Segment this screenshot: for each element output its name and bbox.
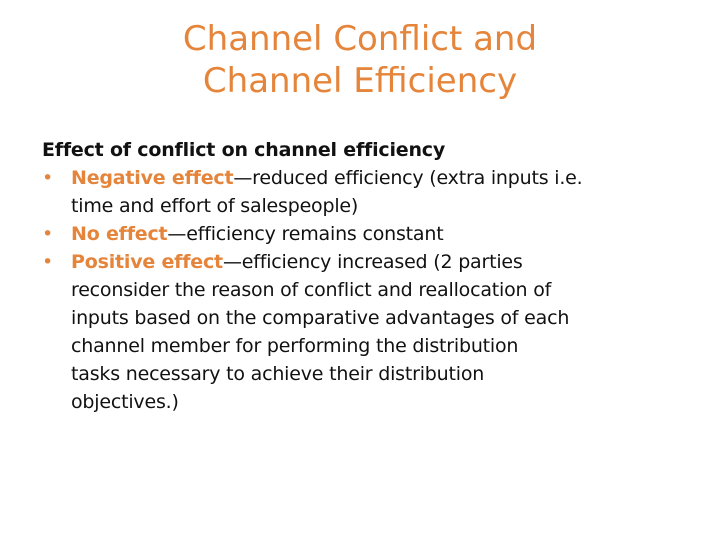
bullet-item-positive-effect — [42, 248, 692, 416]
bullet-item-negative-effect — [42, 164, 692, 220]
bullet-term: Positive effect — [71, 251, 223, 273]
bullet-text: channel member for performing the distribution — [71, 335, 519, 357]
bullet-text: —efficiency remains constant — [167, 223, 444, 245]
bullet-text: —reduced efficiency (extra inputs i.e. — [233, 167, 583, 189]
bullet-line — [71, 220, 692, 248]
bullet-item-no-effect — [42, 220, 692, 248]
bullet-text: inputs based on the comparative advantages of each — [71, 307, 570, 329]
bullet-text: objectives.) — [71, 391, 179, 413]
bullet-text: time and effort of salespeople) — [71, 195, 359, 217]
slide-body — [42, 136, 692, 416]
bullet-icon: • — [42, 251, 54, 273]
bullet-term: Negative effect — [71, 167, 234, 189]
bullet-icon: • — [42, 167, 54, 189]
bullet-text: reconsider the reason of conflict and reallocation of — [71, 279, 552, 301]
bullet-line — [71, 248, 692, 276]
slide-title-line-1: Channel Conflict and — [182, 19, 538, 59]
bullet-text: —efficiency increased (2 parties — [222, 251, 523, 273]
bullet-line — [71, 164, 692, 192]
slide-title — [0, 18, 720, 102]
bullet-icon: • — [42, 223, 54, 245]
slide-title-line-2: Channel Efficiency — [202, 61, 518, 101]
bullet-list — [42, 164, 692, 416]
body-heading: Effect of conflict on channel efficiency — [42, 139, 446, 161]
bullet-text: tasks necessary to achieve their distribution — [71, 363, 485, 385]
bullet-term: No effect — [71, 223, 168, 245]
